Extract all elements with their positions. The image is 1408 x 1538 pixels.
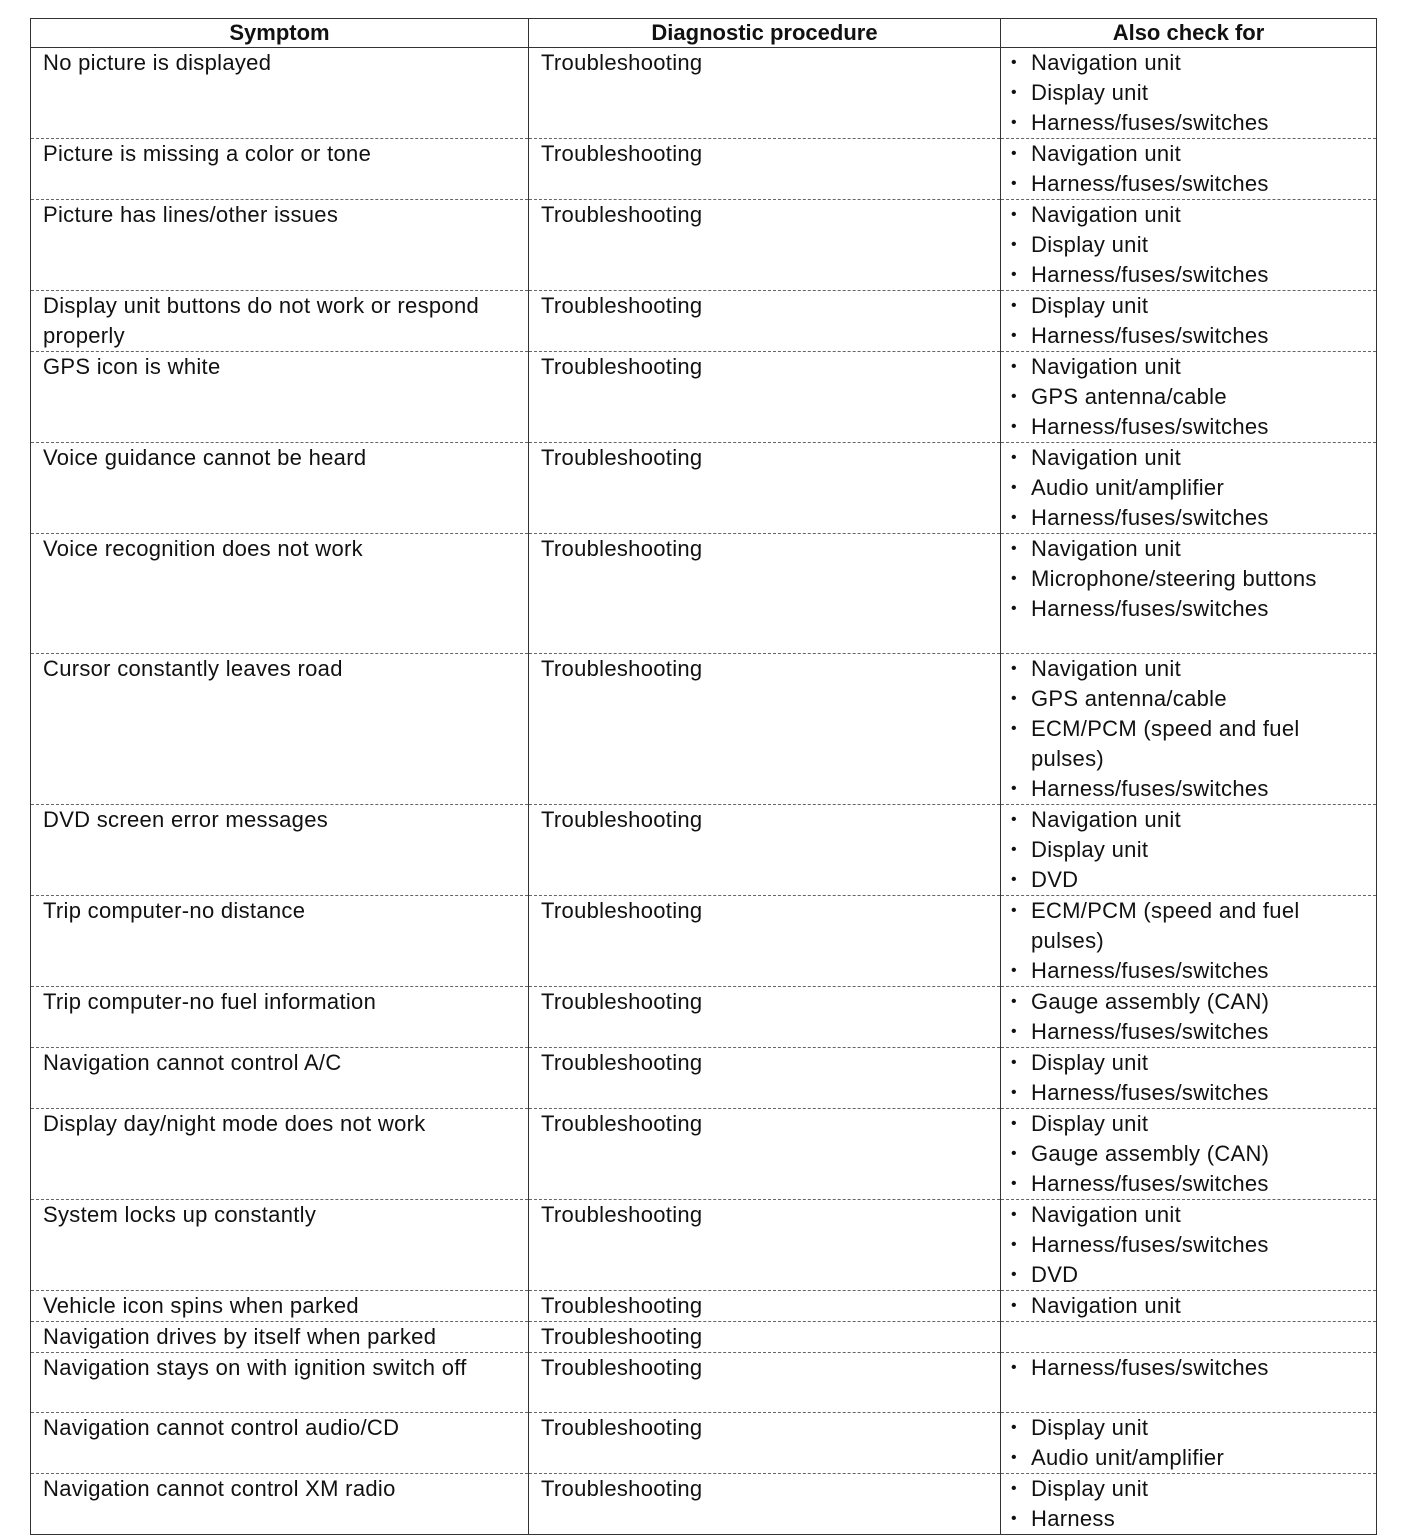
symptom-cell: No picture is displayed [31,48,529,139]
table-row [31,534,1377,654]
check-item: • Display unit [1007,230,1376,260]
check-list [1007,1048,1376,1108]
check-item: • Navigation unit [1007,48,1376,78]
header-diagnostic-procedure: Diagnostic procedure [529,19,1001,48]
table-row [31,1353,1377,1413]
symptom-cell: Picture is missing a color or tone [31,139,529,200]
also-check-cell [1001,1322,1377,1353]
check-item: • Display unit [1007,291,1376,321]
also-check-cell [1001,1048,1377,1109]
check-item: • Display unit [1007,1413,1376,1443]
symptom-cell: Voice guidance cannot be heard [31,443,529,534]
symptom-cell: Display unit buttons do not work or respond properly [31,291,529,352]
symptom-cell: Trip computer-no fuel information [31,987,529,1048]
procedure-cell: Troubleshooting [529,139,1001,200]
check-item: • Harness/fuses/switches [1007,594,1376,624]
also-check-cell [1001,1291,1377,1322]
procedure-cell: Troubleshooting [529,1048,1001,1109]
header-also-check-for: Also check for [1001,19,1377,48]
table-row [31,1200,1377,1291]
check-item: • Gauge assembly (CAN) [1007,1139,1376,1169]
also-check-cell [1001,534,1377,654]
table-row [31,200,1377,291]
check-item: • Harness/fuses/switches [1007,1353,1376,1383]
symptom-cell: GPS icon is white [31,352,529,443]
check-item: • GPS antenna/cable [1007,684,1376,714]
check-item: • Display unit [1007,1048,1376,1078]
check-item: • Harness/fuses/switches [1007,321,1376,351]
procedure-cell: Troubleshooting [529,200,1001,291]
symptom-cell: Display day/night mode does not work [31,1109,529,1200]
check-list [1007,534,1376,624]
symptom-cell: Trip computer-no distance [31,896,529,987]
table-row [31,896,1377,987]
also-check-cell [1001,443,1377,534]
check-item: • Harness/fuses/switches [1007,260,1376,290]
check-item: • DVD [1007,865,1376,895]
check-item: • Navigation unit [1007,443,1376,473]
procedure-cell: Troubleshooting [529,443,1001,534]
table-row [31,1048,1377,1109]
check-item: • Navigation unit [1007,1200,1376,1230]
check-list [1007,1109,1376,1199]
check-item: • Harness/fuses/switches [1007,956,1376,986]
table-row [31,1474,1377,1535]
check-item: • Harness [1007,1504,1376,1534]
symptom-cell: Cursor constantly leaves road [31,654,529,805]
also-check-cell [1001,291,1377,352]
procedure-cell: Troubleshooting [529,1413,1001,1474]
also-check-cell [1001,352,1377,443]
check-list [1007,805,1376,895]
check-item: • Harness/fuses/switches [1007,1169,1376,1199]
procedure-cell: Troubleshooting [529,1291,1001,1322]
check-item: • Navigation unit [1007,200,1376,230]
table-row [31,352,1377,443]
check-list [1007,291,1376,351]
check-list [1007,200,1376,290]
check-list [1007,1291,1376,1321]
check-item: • Audio unit/amplifier [1007,473,1376,503]
symptom-cell: System locks up constantly [31,1200,529,1291]
symptom-cell: DVD screen error messages [31,805,529,896]
procedure-cell: Troubleshooting [529,48,1001,139]
procedure-cell: Troubleshooting [529,1200,1001,1291]
also-check-cell [1001,654,1377,805]
symptom-cell: Navigation cannot control audio/CD [31,1413,529,1474]
check-item: • Navigation unit [1007,654,1376,684]
check-item: • Navigation unit [1007,805,1376,835]
check-item: • Gauge assembly (CAN) [1007,987,1376,1017]
check-list [1007,1200,1376,1290]
check-item: • GPS antenna/cable [1007,382,1376,412]
check-item: • Harness/fuses/switches [1007,1230,1376,1260]
also-check-cell [1001,1109,1377,1200]
procedure-cell: Troubleshooting [529,1322,1001,1353]
header-row [31,19,1377,48]
also-check-cell [1001,805,1377,896]
check-item: • Navigation unit [1007,139,1376,169]
procedure-cell: Troubleshooting [529,805,1001,896]
check-list [1007,1353,1376,1383]
check-item: • Harness/fuses/switches [1007,774,1376,804]
header-symptom: Symptom [31,19,529,48]
check-item: • Display unit [1007,1474,1376,1504]
also-check-cell [1001,1413,1377,1474]
also-check-cell [1001,200,1377,291]
check-list [1007,654,1376,804]
check-list [1007,987,1376,1047]
also-check-cell [1001,139,1377,200]
table-row [31,48,1377,139]
check-item: • DVD [1007,1260,1376,1290]
check-item: • Audio unit/amplifier [1007,1443,1376,1473]
check-list [1007,48,1376,138]
check-item: • Harness/fuses/switches [1007,1017,1376,1047]
symptom-cell: Navigation drives by itself when parked [31,1322,529,1353]
procedure-cell: Troubleshooting [529,987,1001,1048]
procedure-cell: Troubleshooting [529,896,1001,987]
also-check-cell [1001,1353,1377,1413]
check-item: • Display unit [1007,78,1376,108]
procedure-cell: Troubleshooting [529,654,1001,805]
check-item: • Navigation unit [1007,1291,1376,1321]
table-row [31,1413,1377,1474]
check-item: • Display unit [1007,835,1376,865]
also-check-cell [1001,987,1377,1048]
check-list [1007,896,1376,986]
symptom-cell: Voice recognition does not work [31,534,529,654]
table-row [31,1322,1377,1353]
check-item: • ECM/PCM (speed and fuel pulses) [1007,896,1376,956]
check-list [1007,352,1376,442]
table-row [31,654,1377,805]
check-item: • Harness/fuses/switches [1007,108,1376,138]
procedure-cell: Troubleshooting [529,1353,1001,1413]
also-check-cell [1001,1200,1377,1291]
table-row [31,805,1377,896]
table-row [31,291,1377,352]
check-item: • ECM/PCM (speed and fuel pulses) [1007,714,1376,774]
symptom-cell: Vehicle icon spins when parked [31,1291,529,1322]
check-item: • Display unit [1007,1109,1376,1139]
symptom-troubleshooting-table [30,18,1377,1535]
check-item: • Harness/fuses/switches [1007,503,1376,533]
symptom-cell: Navigation cannot control XM radio [31,1474,529,1535]
check-list [1007,1474,1376,1534]
check-item: • Navigation unit [1007,352,1376,382]
table-row [31,1109,1377,1200]
also-check-cell [1001,48,1377,139]
check-list [1007,443,1376,533]
check-item: • Harness/fuses/switches [1007,169,1376,199]
table-row [31,139,1377,200]
symptom-cell: Navigation cannot control A/C [31,1048,529,1109]
table-row [31,987,1377,1048]
procedure-cell: Troubleshooting [529,1474,1001,1535]
check-item: • Navigation unit [1007,534,1376,564]
symptom-cell: Picture has lines/other issues [31,200,529,291]
check-list [1007,1413,1376,1473]
also-check-cell [1001,1474,1377,1535]
procedure-cell: Troubleshooting [529,1109,1001,1200]
check-list [1007,139,1376,199]
symptom-cell: Navigation stays on with ignition switch off [31,1353,529,1413]
procedure-cell: Troubleshooting [529,291,1001,352]
table-row [31,443,1377,534]
also-check-cell [1001,896,1377,987]
procedure-cell: Troubleshooting [529,534,1001,654]
check-item: • Microphone/steering buttons [1007,564,1376,594]
check-item: • Harness/fuses/switches [1007,412,1376,442]
table-row [31,1291,1377,1322]
procedure-cell: Troubleshooting [529,352,1001,443]
check-item: • Harness/fuses/switches [1007,1078,1376,1108]
